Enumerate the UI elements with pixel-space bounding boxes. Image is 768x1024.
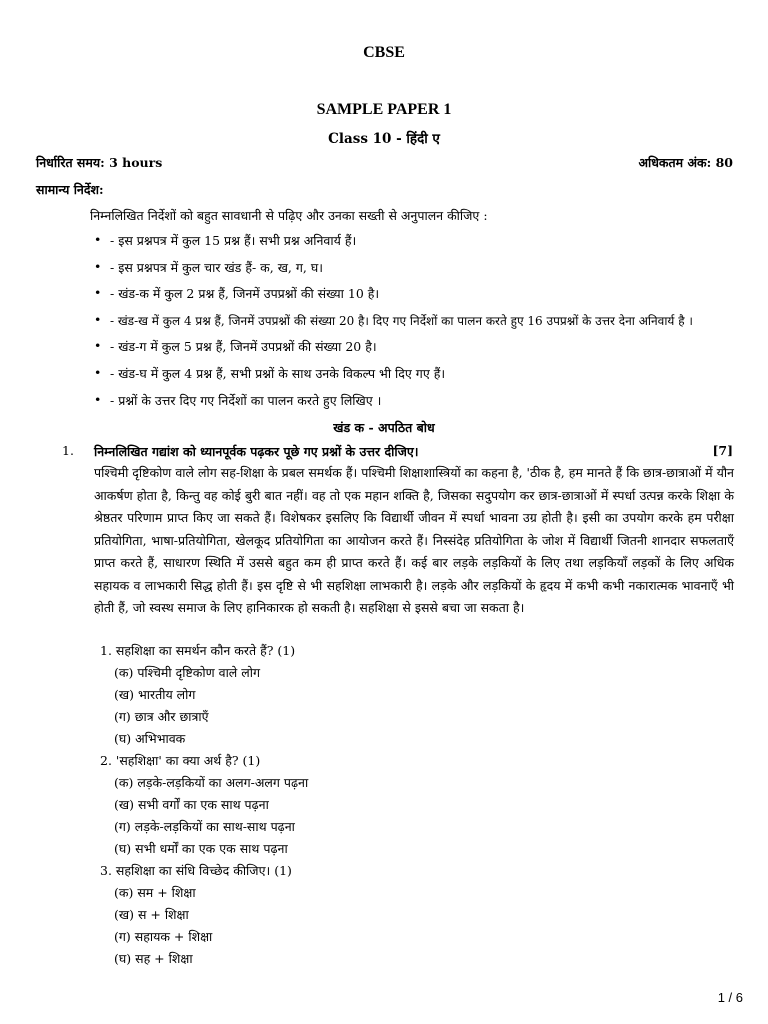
option: (घ) सह + शिक्षा (114, 951, 193, 966)
passage: पश्चिमी दृष्टिकोण वाले लोग सह-शिक्षा के प्रबल समर्थक हैं। पश्चिमी शिक्षाशास्त्रियों का कहना है, 'ठीक है, हम मानते हैं कि छात्र-छात्राओं में यौन आकर्षण होता है, किन्तु वह कोई बुरी बात नहीं। वह तो एक महान शक्ति है, जिसका सदुपयोग कर छात्र-छात्राओं में स्पर्धा उत्पन्न करके शिक्षा के श्रेष्ठतर परिणाम प्राप्त किए जा सकते हैं। विशेषकर इसलिए कि विद्यार्थी जीवन में स्पर्धा भावना उग्र होती है। इसी का उपयोग करके हम परीक्षा प्रतियोगिता, भाषा-प्रतियोगिता, खेलकूद प्रतियोगिता का आयोजन करते हैं। निस्संदेह प्रतियोगिता के जोश में विद्यार्थी जितनी शानदार सफलताएँ प्राप्त करते हैं, साधारण स्थिति में उससे बहुत कम ही प्राप्त करते हैं। कई बार लड़के लड़कियों के लिए तथा लड़कियाँ लड़कों के लिए अधिक सहायक व लाभकारी सिद्ध होती हैं। इस दृष्टि से भी सहशिक्षा लाभकारी है। लड़के और लड़कियों के हृदय में कभी कभी नकारात्मक भावनाएँ भी होती हैं, जो स्वस्थ समाज के लिए हानिकारक हो सकती है। सहशिक्षा से इससे बचा जा सकता है। (94, 465, 734, 615)
option: (घ) अभिभावक (114, 731, 186, 746)
option: (क) सम + शिक्षा (114, 885, 196, 900)
instruction-item: • - खंड-ख में कुल 4 प्रश्न हैं, जिनमें उपप्रश्नों की संख्या 20 है। दिए गए निर्देशों का पालन करते हुए 16 उपप्रश्नों के उत्तर देना अनिवार्य है । (94, 311, 693, 328)
bullet-icon: • (94, 232, 102, 247)
question-marks: [7] (712, 443, 733, 458)
option: (ग) छात्र और छात्राएँ (114, 709, 209, 724)
option: (ख) स + शिक्षा (114, 907, 189, 922)
subquestion: 2. 'सहशिक्षा' का क्या अर्थ है? (1) (100, 753, 261, 768)
subquestion: 3. सहशिक्षा का संधि विच्छेद कीजिए। (1) (100, 863, 292, 878)
general-instructions-heading: सामान्य निर्देश: (36, 182, 104, 197)
bullet-icon: • (94, 285, 102, 301)
board-title: CBSE (363, 44, 405, 61)
subquestion: 1. सहशिक्षा का समर्थन कौन करते हैं? (1) (100, 643, 296, 658)
question-prompt: निम्नलिखित गद्यांश को ध्यानपूर्वक पढ़कर पूछे गए प्रश्नों के उत्तर दीजिए। (94, 444, 419, 459)
bullet-icon: • (94, 364, 102, 380)
option: (ख) सभी वर्गों का एक साथ पढ़ना (114, 797, 269, 812)
paper-title: SAMPLE PAPER 1 (316, 101, 452, 118)
bullet-icon: • (94, 258, 102, 274)
instruction-item: • - इस प्रश्नपत्र में कुल चार खंड हैं- क, ख, ग, घ। (94, 258, 323, 275)
instruction-item: • - प्रश्नों के उत्तर दिए गए निर्देशों का पालन करते हुए लिखिए । (94, 391, 382, 408)
instruction-item: • - खंड-ग में कुल 5 प्रश्न हैं, जिनमें उपप्रश्नों की संख्या 20 है। (94, 338, 377, 355)
section-title: खंड क - अपठित बोध (333, 420, 435, 435)
bullet-icon: • (94, 311, 102, 327)
instruction-item: • - खंड-क में कुल 2 प्रश्न हैं, जिनमें उपप्रश्नों की संख्या 10 है। (94, 285, 380, 302)
instructions-list (90, 232, 693, 418)
option: (क) लड़के-लड़कियों का अलग-अलग पढ़ना (114, 775, 309, 790)
bullet-icon: • (94, 391, 102, 407)
class-subtitle: Class 10 - हिंदी ए (328, 131, 440, 147)
instruction-item: • - खंड-घ में कुल 4 प्रश्न हैं, सभी प्रश्नों के साथ उनके विकल्प भी दिए गए हैं। (94, 364, 446, 381)
option: (क) पश्चिमी दृष्टिकोण वाले लोग (114, 665, 261, 680)
bullet-icon: • (94, 338, 102, 354)
general-instructions-intro: निम्नलिखित निर्देशों को बहुत सावधानी से पढ़िए और उनका सख्ती से अनुपालन कीजिए : (90, 208, 488, 223)
max-marks: अधिकतम अंक: 80 (638, 155, 733, 170)
question-number: 1. (62, 443, 74, 458)
option: (ख) भारतीय लोग (114, 687, 196, 702)
time-allowed: निर्धारित समय: 3 hours (36, 155, 163, 170)
page-number: 1 / 6 (717, 990, 743, 1005)
option: (ग) लड़के-लड़कियों का साथ-साथ पढ़ना (114, 819, 295, 834)
instruction-item: • - इस प्रश्नपत्र में कुल 15 प्रश्न हैं। सभी प्रश्न अनिवार्य हैं। (94, 232, 357, 248)
option: (ग) सहायक + शिक्षा (114, 929, 213, 944)
option: (घ) सभी धर्मों का एक एक साथ पढ़ना (114, 841, 288, 856)
